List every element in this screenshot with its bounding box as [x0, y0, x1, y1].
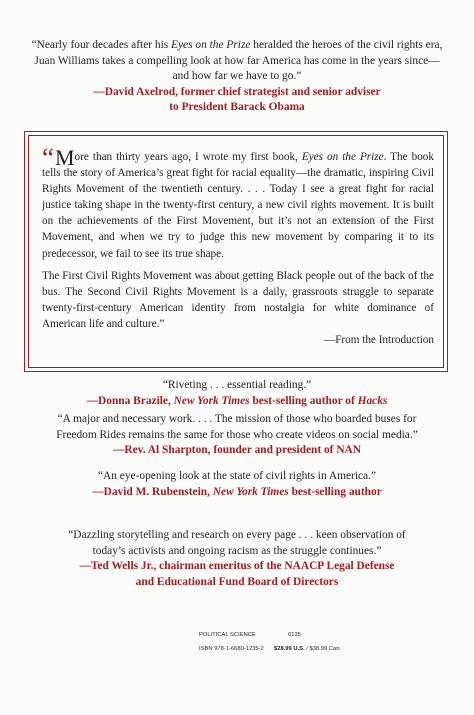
- blurb-attribution: —Rev. Al Sharpton, founder and president of NAN: [113, 444, 361, 457]
- blurb-attribution: and Educational Fund Board of Directors: [135, 575, 339, 588]
- blurb-brazile: [0, 378, 474, 409]
- category-label: POLITICAL SCIENCE: [199, 632, 256, 638]
- blurb-quote: “Nearly four decades after his Eyes on the Prize heralded the heroes of the civil rights era,: [31, 39, 443, 51]
- price-label: $28.99 U.S. / $38.99 Can.: [274, 646, 342, 652]
- price-can: $38.99 Can.: [309, 646, 342, 652]
- blurb-rubenstein: [0, 469, 474, 500]
- blurb-sharpton: [0, 412, 474, 459]
- open-quote-mark: “: [42, 143, 54, 173]
- blurb-quote: “Riveting . . . essential reading.”: [162, 379, 312, 391]
- blurb-quote: Freedom Rides remains the same for those who create videos on social media.”: [56, 428, 418, 441]
- blurb-quote: “Dazzling storytelling and research on every page . . . keen observation of: [68, 529, 406, 541]
- blurb-quote: and how far we have to go.”: [172, 70, 302, 83]
- blurb-quote: Juan Williams takes a compelling look at how far America has come in the years since—: [34, 54, 440, 67]
- price-code: 0125: [288, 632, 301, 638]
- excerpt-source: —From the Introduction: [324, 334, 434, 347]
- blurb-attribution: to President Barack Obama: [169, 101, 305, 114]
- excerpt-paragraph-2: The First Civil Rights Movement was about getting Black people out of the back of the bus. The Second Civil Rights Movement is a daily, grassroots struggle to separate twenty-first-century American identity from nostalgia for white dominance of American life and culture.” —From the Introduction: [42, 268, 434, 348]
- blurb-quote: today’s activists and ongoing racism as the struggle continues.”: [92, 544, 382, 557]
- blurb-quote: “A major and necessary work. . . . The mission of those who boarded buses for: [57, 413, 417, 425]
- introduction-excerpt: [42, 143, 434, 348]
- blurb-axelrod: [0, 38, 474, 116]
- blurb-attribution: —Ted Wells Jr., chairman emeritus of the NAACP Legal Defense: [79, 560, 395, 573]
- excerpt-paragraph-1: “More than thirty years ago, I wrote my first book, Eyes on the Prize. The book tells the story of America’s great fight for racial equality—the dramatic, inspiring Civil Rights Movement of the twentieth century. . . . Today I see a great fight for racial justice taking shape in the twenty-first century, a new civil rights movement. It is built on the achievements of the First Movement, but it’s not an extension of the First Movement, and when we try to judge this new movement by comparing it to its predecessor, we fail to see its true shape.: [42, 143, 434, 260]
- price-us: $28.99 U.S.: [274, 646, 305, 652]
- blurb-attribution: —Donna Brazile, New York Times best-selling author of Hacks: [86, 394, 388, 407]
- blurb-attribution: —David M. Rubenstein, New York Times best-selling author: [92, 485, 382, 498]
- blurb-wells: [0, 528, 474, 590]
- book-title: Eyes on the Prize: [301, 151, 384, 163]
- book-title: Eyes on the Prize: [171, 39, 251, 51]
- blurb-attribution: —David Axelrod, former chief strategist and senior adviser: [93, 85, 381, 98]
- drop-cap: M: [54, 145, 75, 170]
- isbn-label: ISBN 978-1-6680-1235-2: [199, 646, 264, 652]
- blurb-quote: “An eye-opening look at the state of civil rights in America.”: [97, 470, 377, 482]
